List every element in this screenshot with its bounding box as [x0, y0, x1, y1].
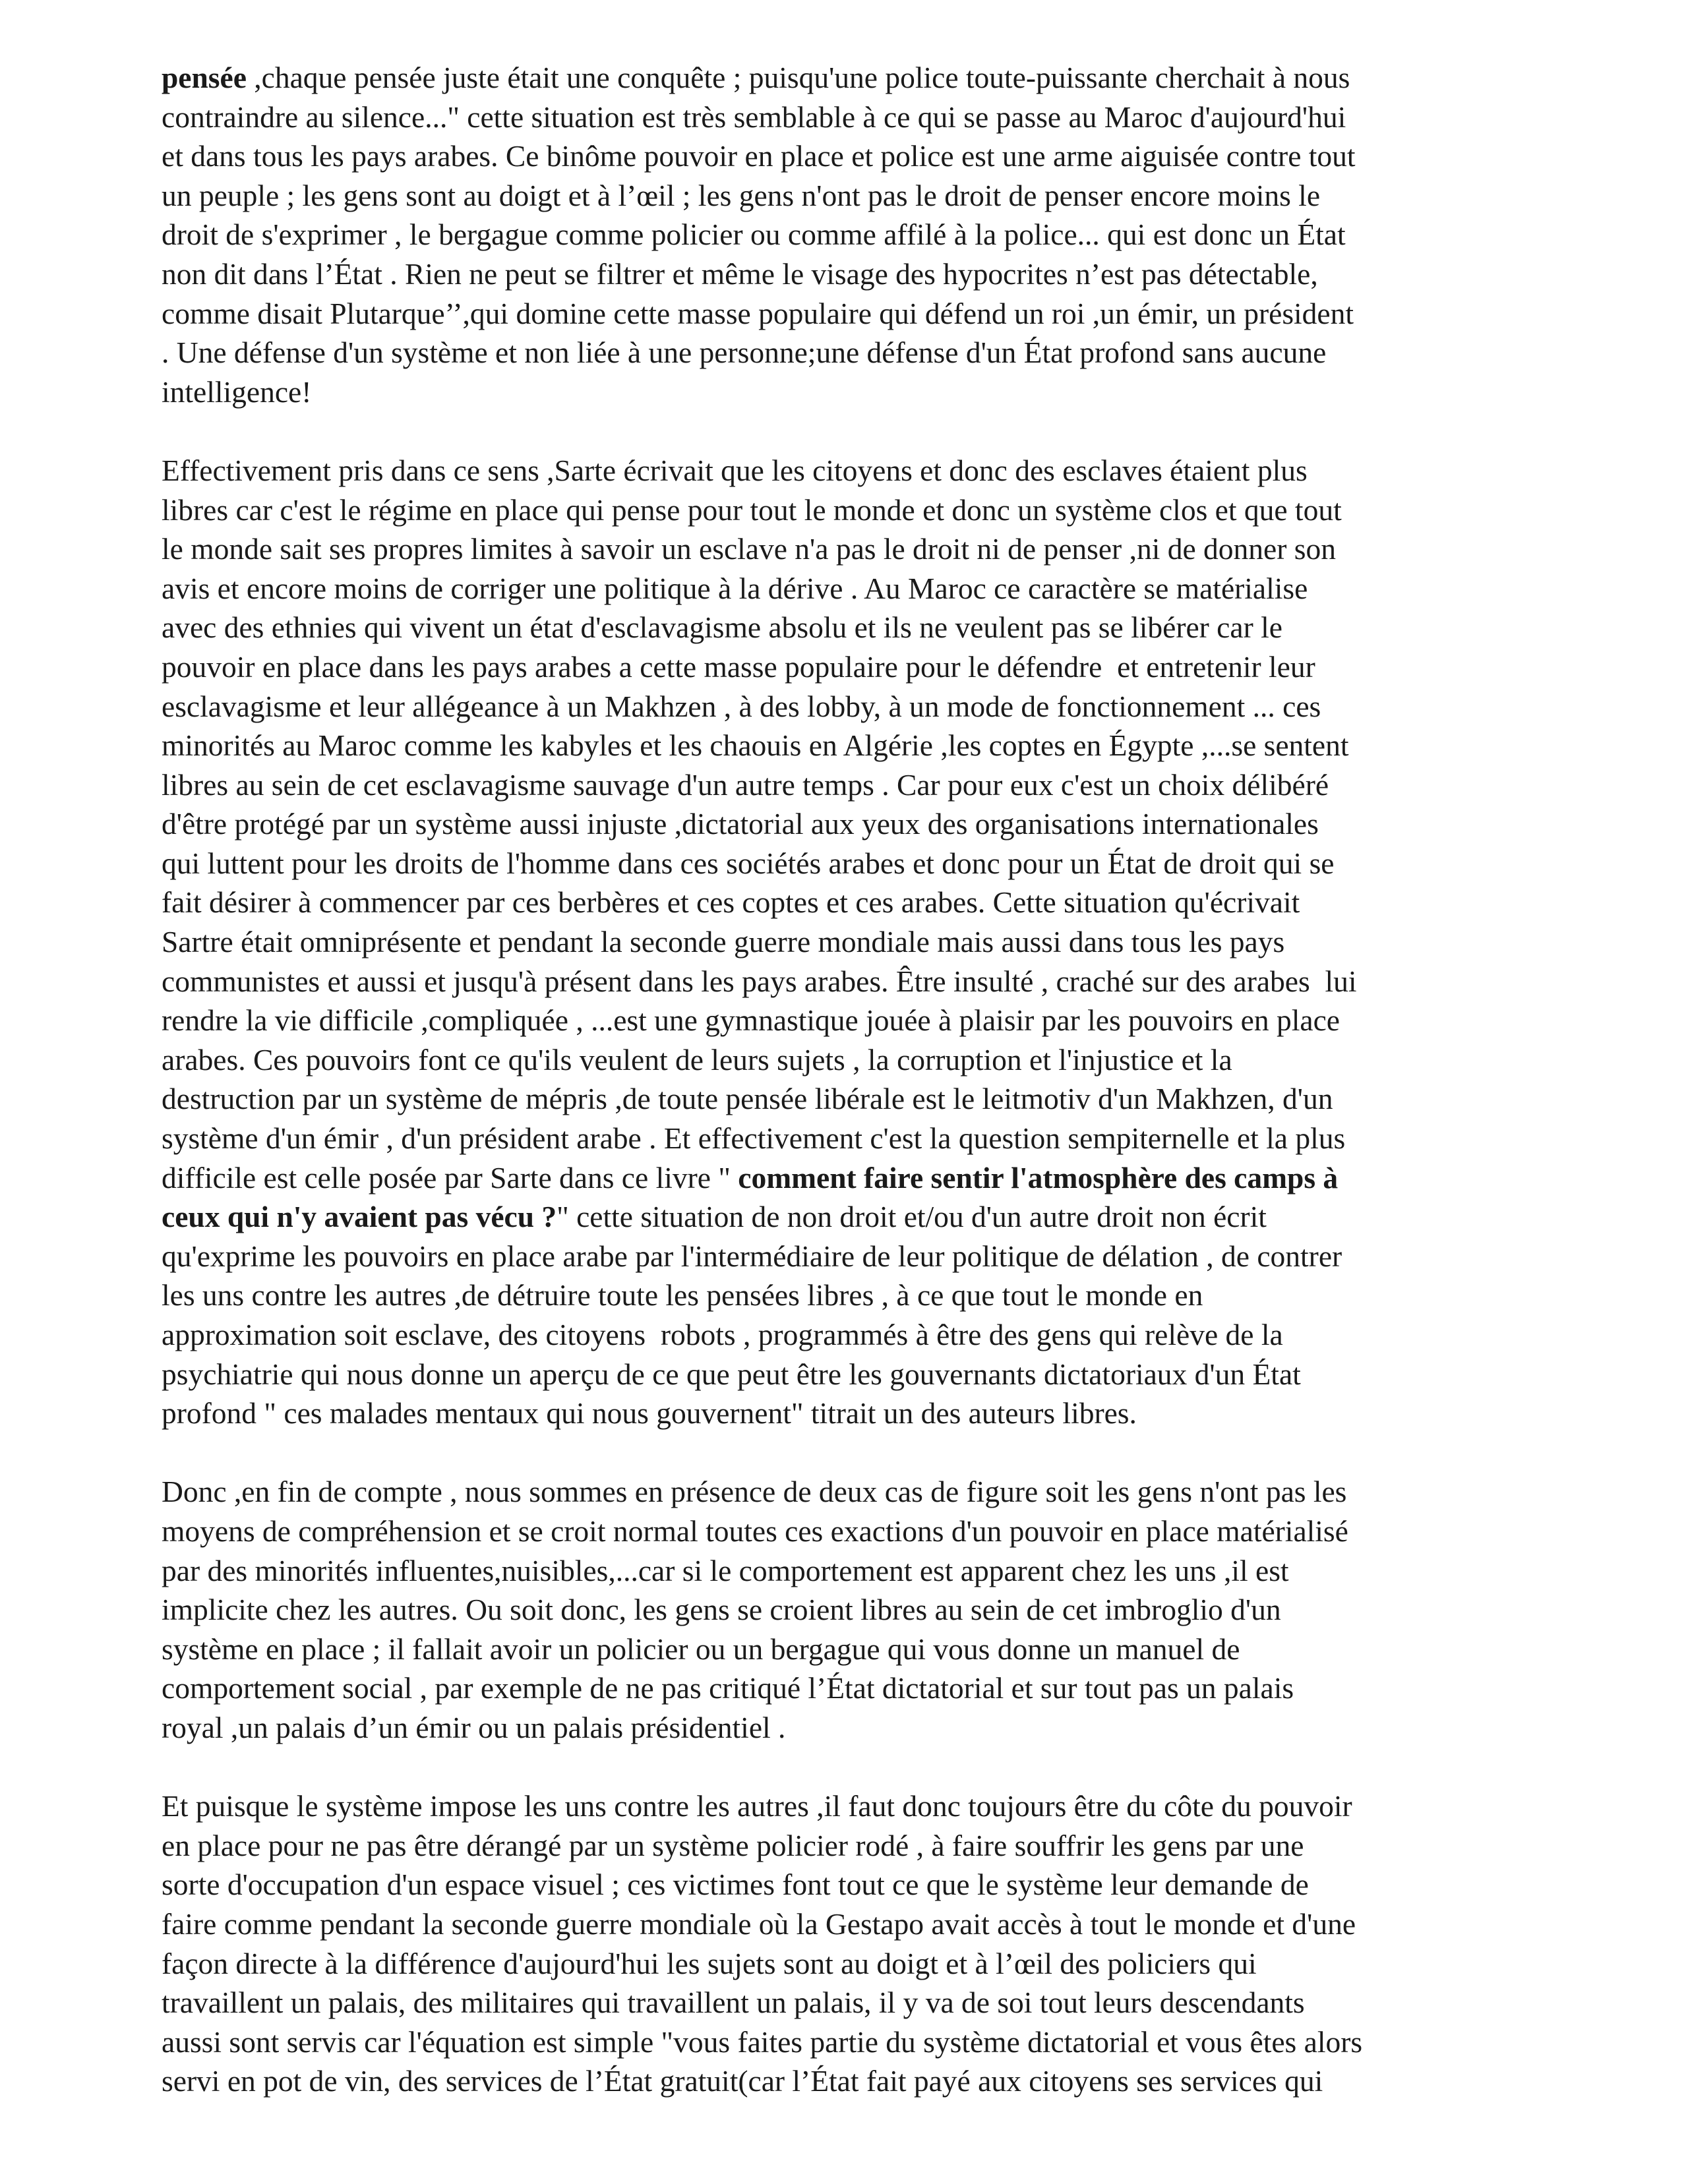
text-line: [162, 726, 1533, 765]
text-segment: qu'exprime les pouvoirs en place arabe par l'intermédiaire de leur politique de délation , de contrer: [162, 1239, 1342, 1273]
text-segment: destruction par un système de mépris ,de toute pensée libérale est le leitmotiv d'un Makhzen, d'un: [162, 1082, 1333, 1116]
text-segment: non dit dans l’État . Rien ne peut se filtrer et même le visage des hypocrites n’est pas détectable,: [162, 256, 1318, 291]
text-segment: en place pour ne pas être dérangé par un système policier rodé , à faire souffrir les gens par une: [162, 1828, 1304, 1862]
text-segment: d'être protégé par un système aussi injuste ,dictatorial aux yeux des organisations internationales: [162, 807, 1319, 841]
text-line: [162, 1708, 1533, 1748]
text-line: [162, 1786, 1533, 1826]
text-segment: royal ,un palais d’un émir ou un palais présidentiel .: [162, 1710, 786, 1744]
text-segment: ,chaque pensée juste était une conquête ; puisqu'une police toute-puissante cherchait à nous: [246, 61, 1350, 94]
text-line: [162, 58, 1533, 98]
text-line: [162, 2022, 1533, 2062]
text-segment: psychiatrie qui nous donne un aperçu de ce que peut être les gouvernants dictatoriaux d'un État: [162, 1357, 1301, 1391]
paragraph: [162, 58, 1533, 411]
text-segment: arabes. Ces pouvoirs font ce qu'ils veulent de leurs sujets , la corruption et l'injustice et la: [162, 1042, 1232, 1077]
text-line: [162, 1983, 1533, 2022]
text-line: [162, 1865, 1533, 1904]
bold-text-segment: ceux qui n'y avaient pas vécu ?: [162, 1200, 557, 1234]
text-segment: difficile est celle posée par Sarte dans ce livre ": [162, 1160, 738, 1195]
text-segment: faire comme pendant la seconde guerre mondiale où la Gestapo avait accès à tout le monde et d'une: [162, 1906, 1356, 1941]
text-segment: intelligence!: [162, 374, 312, 409]
text-line: [162, 962, 1533, 1001]
text-line: [162, 883, 1533, 922]
text-line: [162, 1826, 1533, 1866]
text-segment: le monde sait ses propres limites à savoir un esclave n'a pas le droit ni de penser ,ni de donner son: [162, 532, 1336, 566]
text-line: [162, 372, 1533, 412]
bold-text-segment: comment faire sentir l'atmosphère des camps à: [738, 1160, 1339, 1195]
text-segment: qui luttent pour les droits de l'homme dans ces sociétés arabes et donc pour un État de droit qui se: [162, 846, 1335, 880]
text-segment: esclavagisme et leur allégeance à un Makhzen , à des lobby, à un mode de fonctionnement ... ces: [162, 689, 1321, 723]
text-line: [162, 215, 1533, 254]
text-line: [162, 294, 1533, 334]
text-line: [162, 1904, 1533, 1944]
text-line: [162, 1394, 1533, 1433]
text-segment: sorte d'occupation d'un espace visuel ; ces victimes font tout ce que le système leur demande de: [162, 1868, 1309, 1902]
text-segment: par des minorités influentes,nuisibles,...car si le comportement est apparent chez les uns ,il est: [162, 1553, 1289, 1587]
text-segment: servi en pot de vin, des services de l’État gratuit(car l’État fait payé aux citoyens ses services qui: [162, 2064, 1323, 2098]
text-segment: moyens de compréhension et se croit normal toutes ces exactions d'un pouvoir en place matérialisé: [162, 1514, 1348, 1548]
text-segment: rendre la vie difficile ,compliquée , ...est une gymnastique jouée à plaisir par les pouvoirs en place: [162, 1003, 1340, 1038]
text-segment: approximation soit esclave, des citoyens robots , programmés à être des gens qui relève de la: [162, 1318, 1283, 1351]
text-segment: travaillent un palais, des militaires qui travaillent un palais, il y va de soi tout leurs descendants: [162, 1986, 1305, 2020]
paragraph: [162, 1786, 1533, 2101]
text-line: [162, 451, 1533, 490]
text-line: [162, 765, 1533, 805]
text-line: [162, 569, 1533, 608]
text-line: [162, 176, 1533, 216]
text-line: [162, 1040, 1533, 1080]
text-segment: système en place ; il fallait avoir un policier ou un bergague qui vous donne un manuel de: [162, 1632, 1240, 1666]
text-line: [162, 333, 1533, 372]
bold-text-segment: pensée: [162, 61, 247, 94]
text-segment: . Une défense d'un système et non liée à une personne;une défense d'un État profond sans aucune: [162, 336, 1327, 370]
text-segment: comportement social , par exemple de ne pas critiqué l’État dictatorial et sur tout pas un palais: [162, 1671, 1294, 1705]
text-segment: libres au sein de cet esclavagisme sauvage d'un autre temps . Car pour eux c'est un choix délibéré: [162, 767, 1329, 802]
document-page: [162, 58, 1533, 2101]
text-line: [162, 1197, 1533, 1237]
text-line: [162, 136, 1533, 176]
text-line: [162, 98, 1533, 137]
text-segment: Effectivement pris dans ce sens ,Sarte écrivait que les citoyens et donc des esclaves étaient plus: [162, 453, 1308, 487]
text-line: [162, 1668, 1533, 1708]
text-line: [162, 529, 1533, 569]
paragraph: [162, 1472, 1533, 1747]
text-segment: avis et encore moins de corriger une politique à la dérive . Au Maroc ce caractère se matérialise: [162, 571, 1308, 605]
text-line: [162, 1158, 1533, 1198]
text-segment: Et puisque le système impose les uns contre les autres ,il faut donc toujours être du côte du pouvoir: [162, 1789, 1352, 1823]
text-line: [162, 922, 1533, 962]
text-line: [162, 844, 1533, 883]
text-segment: un peuple ; les gens sont au doigt et à l’œil ; les gens n'ont pas le droit de penser encore moins le: [162, 178, 1321, 212]
text-line: [162, 1590, 1533, 1630]
text-segment: libres car c'est le régime en place qui pense pour tout le monde et donc un système clos et que tout: [162, 492, 1342, 527]
text-line: [162, 1001, 1533, 1040]
text-line: [162, 804, 1533, 844]
text-line: [162, 1551, 1533, 1591]
text-segment: minorités au Maroc comme les kabyles et les chaouis en Algérie ,les coptes en Égypte ,...se sentent: [162, 728, 1349, 763]
text-segment: façon directe à la différence d'aujourd'hui les sujets sont au doigt et à l’œil des policiers qui: [162, 1946, 1257, 1980]
text-line: [162, 608, 1533, 647]
text-segment: " cette situation de non droit et/ou d'un autre droit non écrit: [557, 1200, 1267, 1234]
text-line: [162, 1472, 1533, 1512]
paragraph-gap: [162, 1748, 1533, 1787]
text-line: [162, 1079, 1533, 1119]
text-segment: avec des ethnies qui vivent un état d'esclavagisme absolu et ils ne veulent pas se libérer car le: [162, 610, 1282, 645]
text-line: [162, 1630, 1533, 1669]
text-line: [162, 1512, 1533, 1551]
text-segment: communistes et aussi et jusqu'à présent dans les pays arabes. Être insulté , craché sur des arabes lui: [162, 964, 1357, 998]
text-segment: implicite chez les autres. Ou soit donc, les gens se croient libres au sein de cet imbroglio d'un: [162, 1593, 1281, 1627]
text-line: [162, 687, 1533, 726]
text-segment: comme disait Plutarque’’,qui domine cette masse populaire qui défend un roi ,un émir, un président: [162, 296, 1354, 330]
text-line: [162, 1944, 1533, 1984]
text-line: [162, 1119, 1533, 1158]
text-segment: pouvoir en place dans les pays arabes a cette masse populaire pour le défendre et entretenir leur: [162, 649, 1315, 684]
text-line: [162, 1315, 1533, 1355]
text-segment: profond " ces malades mentaux qui nous gouvernent" titrait un des auteurs libres.: [162, 1396, 1137, 1431]
text-segment: Donc ,en fin de compte , nous sommes en présence de deux cas de figure soit les gens n'ont pas les: [162, 1475, 1347, 1509]
text-segment: les uns contre les autres ,de détruire toute les pensées libres , à ce que tout le monde en: [162, 1278, 1203, 1313]
text-line: [162, 490, 1533, 530]
text-line: [162, 647, 1533, 687]
text-line: [162, 1237, 1533, 1276]
text-segment: contraindre au silence..." cette situation est très semblable à ce qui se passe au Maroc d'aujourd'hui: [162, 100, 1346, 134]
text-line: [162, 1276, 1533, 1315]
text-segment: aussi sont servis car l'équation est simple "vous faites partie du système dictatorial et vous êtes alors: [162, 2024, 1363, 2059]
paragraph-gap: [162, 1433, 1533, 1473]
text-line: [162, 1355, 1533, 1394]
text-segment: Sartre était omniprésente et pendant la seconde guerre mondiale mais aussi dans tous les pays: [162, 925, 1285, 959]
text-line: [162, 254, 1533, 294]
text-segment: fait désirer à commencer par ces berbères et ces coptes et ces arabes. Cette situation qu'écrivait: [162, 885, 1300, 920]
text-line: [162, 2061, 1533, 2101]
paragraph: [162, 451, 1533, 1433]
paragraph-gap: [162, 411, 1533, 451]
text-segment: et dans tous les pays arabes. Ce binôme pouvoir en place et police est une arme aiguisée contre tout: [162, 139, 1356, 173]
text-segment: droit de s'exprimer , le bergague comme policier ou comme affilé à la police... qui est donc un État: [162, 218, 1346, 252]
text-segment: système d'un émir , d'un président arabe . Et effectivement c'est la question sempiternelle et la plus: [162, 1121, 1346, 1156]
